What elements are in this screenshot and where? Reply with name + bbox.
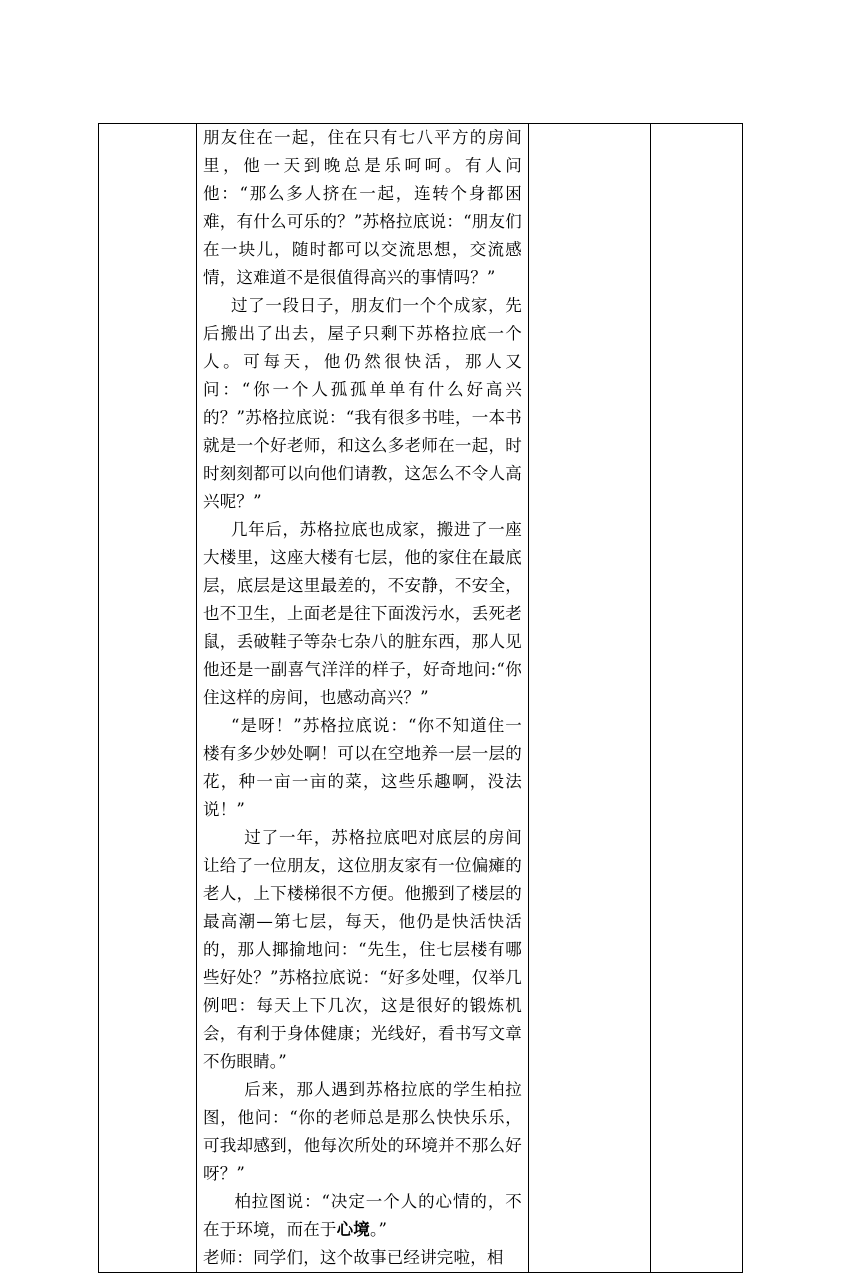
table-row: [99, 124, 743, 1273]
table-cell-right-1: [529, 124, 651, 1273]
table-cell-right-2: [651, 124, 743, 1273]
paragraph-4: “是呀！”苏格拉底说：“你不知道住一楼有多少妙处啊！可以在空地养一层一层的花，种一亩一亩的菜，这些乐趣啊，没法说！”: [203, 716, 522, 819]
paragraph-8: 老师：同学们，这个故事已经讲完啦，相: [203, 1248, 504, 1267]
paragraph-7: [203, 1188, 522, 1244]
paragraph-2: 过了一段日子，朋友们一个个成家，先后搬出了出去，屋子只剩下苏格拉底一个人。可每天，他仍然很快活，那人又问：“你一个人孤孤单单有什么好高兴的？”苏格拉底说：“我有很多书哇，一本书就是一个好老师，和这么多老师在一起，时时刻刻都可以向他们请教，这怎么不令人高兴呢？”: [203, 296, 522, 511]
paragraph-6: 后来，那人遇到苏格拉底的学生柏拉图，他问：“你的老师总是那么快快乐乐，可我却感到，他每次所处的环境并不那么好呀？”: [203, 1080, 522, 1183]
lesson-plan-table: [98, 123, 743, 1273]
story-text: [197, 124, 528, 1272]
paragraph-7-end: 。”: [370, 1220, 388, 1239]
emphasis-xinjing: 心境: [336, 1220, 371, 1239]
paragraph-1: 朋友住在一起，住在只有七八平方的房间里，他一天到晚总是乐呵呵。有人问他：“那么多人挤在一起，连转个身都困难，有什么可乐的？”苏格拉底说：“朋友们在一块儿，随时都可以交流思想，交流感情，这难道不是很值得高兴的事情吗？”: [203, 128, 522, 287]
table-cell-left: [99, 124, 197, 1273]
paragraph-3: 几年后，苏格拉底也成家，搬进了一座大楼里，这座大楼有七层，他的家住在最底层，底层是这里最差的，不安静，不安全，也不卫生，上面老是往下面泼污水，丢死老鼠，丢破鞋子等杂七杂八的脏东西，那人见他还是一副喜气洋洋的样子，好奇地问:“你住这样的房间，也感动高兴？”: [203, 520, 522, 707]
paragraph-5: 过了一年，苏格拉底吧对底层的房间让给了一位朋友，这位朋友家有一位偏瘫的老人，上下楼梯很不方便。他搬到了楼层的最高潮—第七层，每天，他仍是快活快活的，那人揶揄地问：“先生，住七层楼有哪些好处？”苏格拉底说：“好多处哩，仅举几例吧：每天上下几次，这是很好的锻炼机会，有利于身体健康；光线好，看书写文章不伤眼睛。”: [203, 828, 522, 1071]
table-cell-content: [197, 124, 529, 1273]
paragraph-7-text: 柏拉图说：“决定一个人的心情的，不在于环境，而在于: [203, 1192, 522, 1239]
